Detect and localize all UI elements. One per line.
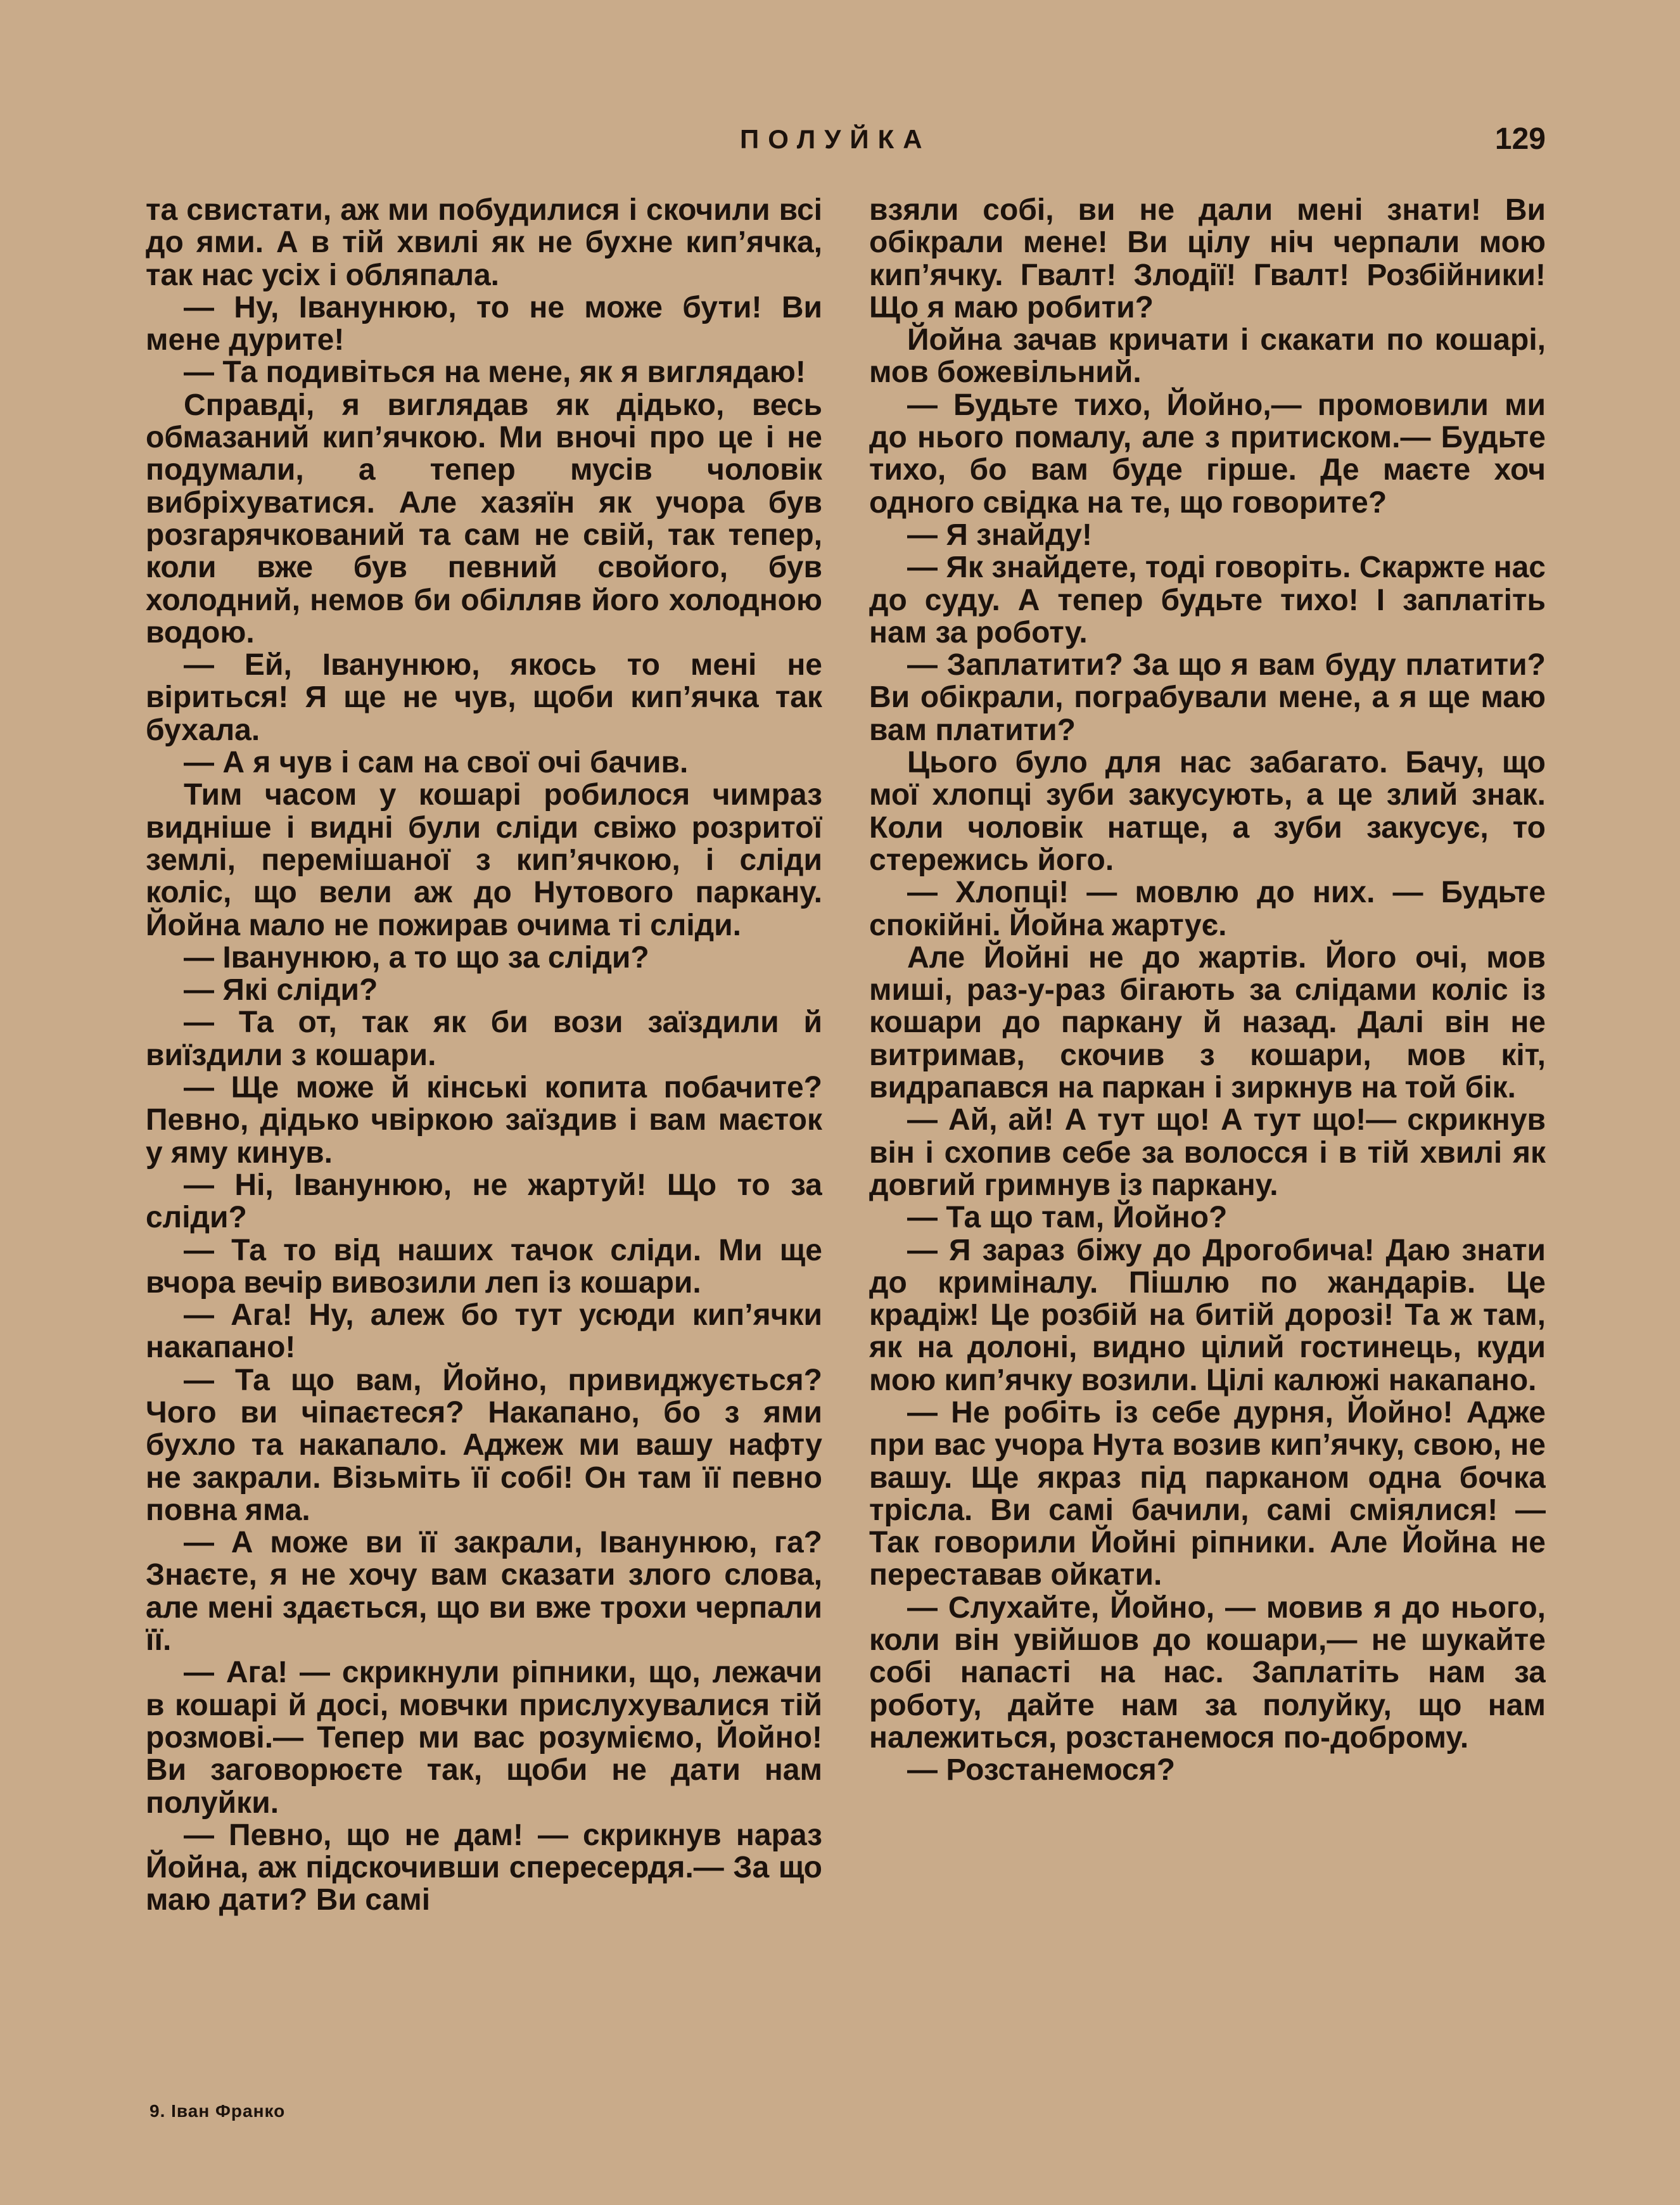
paragraph: — Як знайдете, тоді говоріть. Скаржте нас до суду. А тепер будьте тихо! І заплатіть нам за роботу. [869,551,1546,649]
paragraph: — Будьте тихо, Йойно,— промовили ми до нього помалу, але з притиском.— Будьте тихо, бо вам буде гірше. Де маєте хоч одного свідка на те, що говорите? [869,388,1546,520]
paragraph: — Та що там, Йойно? [907,1201,1228,1235]
paragraph: — А може ви її закрали, Іванунюю, га? Знаєте, я не хочу вам сказати злого слова, але мені здається, що ви вже трохи черпали її. [146,1526,822,1658]
paragraph: — Ще може й кінські копита побачите? Певно, дідько чвіркою заїздив і вам маєток у яму кинув. [146,1071,822,1170]
paragraph: взяли собі, ви не дали мені знати! Ви обікрали мене! Ви цілу ніч черпали мою кип’ячку. Гвалт! Злодії! Гвалт! Розбійники! Що я маю робити? [869,194,1546,324]
paragraph: — Хлопці! — мовлю до них. — Будьте спокійні. Йойна жартує. [869,876,1546,942]
paragraph: Справді, я виглядав як дідько, весь обмазаний кип’ячкою. Ми вночі про це і не подумали, а тепер мусів чоловік вибріхуватися. Але хазяїн як учора був розгарячкований та сам не свій, так тепер, коли вже був певний свойого, був холодний, немов би обілляв його холодною водою. [146,388,822,649]
paragraph: — Я знайду! [907,518,1092,552]
paragraph: Йойна зачав кричати і скакати по кошарі, мов божевільний. [869,323,1546,390]
paragraph: — Заплатити? За що я вам буду платити? Ви обікрали, пограбували мене, а я ще маю вам платити? [869,648,1546,747]
paragraph: — Ай, ай! А тут що! А тут що!— скрикнув він і схопив себе за волосся і в тій хвилі як довгий гримнув із паркану. [869,1103,1546,1202]
paragraph: Але Йойні не до жартів. Його очі, мов миші, раз-у-раз бігають за слідами коліс із кошари до паркану й назад. Далі він не витримав, скочив з кошари, мов кіт, видрапався на паркан і зиркнув на той бік. [869,940,1546,1105]
paragraph: — Які сліди? [184,973,378,1007]
running-title: ПОЛУЙКА [740,124,931,154]
paragraph: — Та от, так як би вози заїздили й виїздили з кошари. [146,1006,822,1072]
paragraph: Цього було для нас забагато. Бачу, що мої хлопці зуби закусують, а це злий знак. Коли чоловік натще, а зуби закусує, то стережись його. [869,746,1546,877]
page-number: 129 [1494,122,1546,156]
paragraph: — Я зараз біжу до Дрогобича! Даю знати до криміналу. Пішлю по жандарів. Це крадіж! Це розбій на битій дорозі! Та ж там, як на долоні, видно цілий гостинець, куди мою кип’ячку возили. Цілі калюжі накапано. [869,1233,1546,1397]
paragraph: — А я чув і сам на свої очі бачив. [184,746,689,780]
left-column [146,194,822,2069]
paragraph: — Іванунюю, а то що за сліди? [184,940,649,975]
paragraph: — Певно, що не дам! — скрикнув нараз Йойна, аж підскочивши спересердя.— За що маю дати? Ви самі [146,1818,822,1917]
paragraph: — Розстанемося? [907,1753,1176,1787]
paragraph: — Ей, Іванунюю, якось то мені не віриться! Я ще не чув, щоби кип’ячка так бухала. [146,648,822,747]
signature-mark: 9. Іван Франко [150,2101,286,2121]
paragraph: — Слухайте, Йойно, — мовив я до нього, коли він увійшов до кошари,— не шукайте собі напасті на нас. Заплатіть нам за роботу, дайте нам за полуйку, що нам належиться, розстанемося по-доброму. [869,1590,1546,1754]
paragraph: — Ну, Іванунюю, то не може бути! Ви мене дурите! [146,290,822,357]
paragraph: — Ні, Іванунюю, не жартуй! Що то за сліди? [146,1168,822,1235]
paragraph: — Ага! — скрикнули ріпники, що, лежачи в кошарі й досі, мовчки прислухувалися тій розмові.— Тепер ми вас розуміємо, Йойно! Ви заговорюєте так, щоби не дати нам полуйки. [146,1656,822,1820]
running-head [0,124,1680,162]
right-column [869,194,1546,2069]
paragraph: та свистати, аж ми побудилися і скочили всі до ями. А в тій хвилі як не бухне кип’ячка, так нас усіх і обляпала. [146,194,822,292]
paragraph: — Та подивіться на мене, як я виглядаю! [184,355,806,390]
paragraph: — Ага! Ну, алеж бо тут усюди кип’ячки накапано! [146,1298,822,1365]
paragraph: Тим часом у кошарі робилося чимраз видніше і видні були сліди свіжо розритої землі, перемішаної з кип’ячкою, і сліди коліс, що вели аж до Нутового паркану. Йойна мало не пожирав очима ті сліди. [146,778,822,942]
paragraph: — Та що вам, Йойно, привиджується? Чого ви чіпаєтеся? Накапано, бо з ями бухло та накапало. Аджеж ми вашу нафту не закрали. Візьміть її собі! Он там її певно повна яма. [146,1363,822,1527]
paragraph: — Не робіть із себе дурня, Йойно! Адже при вас учора Нута возив кип’ячку, свою, не вашу. Ще якраз під парканом одна бочка трісла. Ви самі бачили, самі сміялися! — Так говорили Йойні ріпники. Але Йойна не переставав ойкати. [869,1395,1546,1592]
paragraph: — Та то від наших тачок сліди. Ми ще вчора вечір вивозили леп із кошари. [146,1233,822,1300]
